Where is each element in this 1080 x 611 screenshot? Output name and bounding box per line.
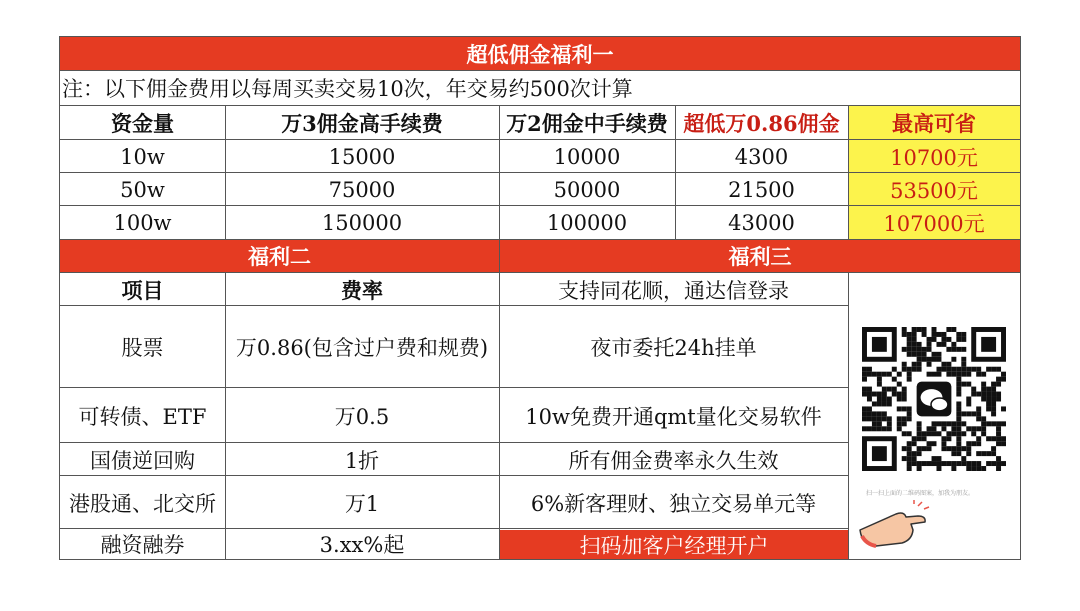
scan-to-open-account-button[interactable]: 扫码加客户经理开户 bbox=[500, 530, 848, 559]
row1-wan2: 10000 bbox=[553, 144, 621, 169]
row3-wan2: 100000 bbox=[546, 210, 628, 235]
benefit2-row-etf-rate: 万0.5 bbox=[334, 404, 390, 429]
benefit2-row-stock-rate: 万0.86(包含过户费和规费) bbox=[235, 336, 489, 360]
benefit1-note: 注：以下佣金费用以每周买卖交易10次，年交易约500次计算 bbox=[62, 77, 633, 101]
benefit2-row-etf-item: 可转债、ETF bbox=[78, 404, 207, 429]
benefit2-row-hk-item: 港股通、北交所 bbox=[69, 491, 216, 516]
qr-caption: 扫一扫上面的二维码图案，加我为朋友。 bbox=[866, 490, 975, 497]
row3-wan3: 150000 bbox=[321, 210, 403, 235]
row1-wan086: 4300 bbox=[734, 144, 789, 169]
wechat-icon bbox=[917, 382, 952, 417]
row3-wan086: 43000 bbox=[728, 210, 795, 235]
benefit2-row-margin-rate: 3.xx%起 bbox=[319, 533, 405, 557]
benefit3-item-night-order: 夜市委托24h挂单 bbox=[590, 336, 757, 360]
benefit3-item-finance: 6%新客理财、独立交易单元等 bbox=[530, 491, 817, 516]
header-wan086: 超低万0.86佣金 bbox=[683, 110, 840, 136]
benefit2-header-item: 项目 bbox=[121, 277, 164, 303]
row1-wan3: 15000 bbox=[328, 144, 396, 169]
row2-wan3: 75000 bbox=[328, 177, 396, 202]
benefit2-row-repo-rate: 1折 bbox=[344, 448, 380, 473]
benefit3-item-permanent: 所有佣金费率永久生效 bbox=[568, 448, 779, 473]
row2-wan2: 50000 bbox=[553, 177, 621, 202]
benefit2-row-stock-item: 股票 bbox=[121, 336, 164, 360]
header-wan3: 万3佣金高手续费 bbox=[281, 110, 443, 136]
benefit2-row-repo-item: 国债逆回购 bbox=[90, 448, 195, 473]
row2-wan086: 21500 bbox=[728, 177, 795, 202]
benefit2-title: 福利二 bbox=[60, 240, 499, 272]
row2-capital: 50w bbox=[120, 177, 165, 202]
header-wan2: 万2佣金中手续费 bbox=[506, 110, 668, 136]
benefit2-header-rate: 费率 bbox=[341, 277, 383, 303]
pointing-hand-icon bbox=[856, 500, 931, 550]
benefit2-row-hk-rate: 万1 bbox=[344, 491, 380, 516]
wechat-qr-code[interactable] bbox=[862, 327, 1006, 471]
benefit3-title: 福利三 bbox=[500, 240, 1020, 272]
row3-capital: 100w bbox=[113, 210, 172, 235]
benefit1-title: 超低佣金福利一 bbox=[60, 37, 1020, 70]
row1-capital: 10w bbox=[120, 144, 165, 169]
benefit3-item-login: 支持同花顺，通达信登录 bbox=[558, 278, 789, 303]
header-max-saving: 最高可省 bbox=[848, 106, 1020, 139]
row3-saving: 107000元 bbox=[848, 206, 1020, 239]
benefit2-row-margin-item: 融资融券 bbox=[100, 533, 185, 557]
row2-saving: 53500元 bbox=[848, 173, 1020, 206]
benefit3-item-qmt: 10w免费开通qmt量化交易软件 bbox=[525, 404, 822, 429]
header-capital: 资金量 bbox=[111, 110, 174, 136]
row1-saving: 10700元 bbox=[848, 140, 1020, 173]
